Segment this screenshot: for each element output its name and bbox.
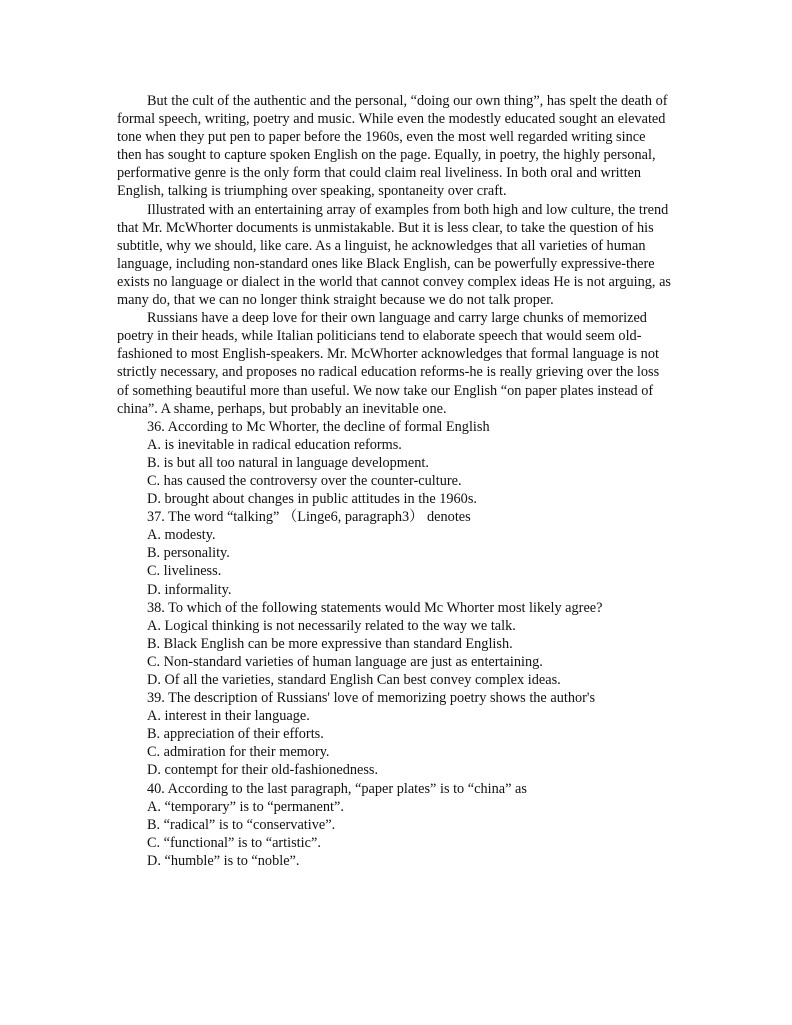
- answer-option-a: A. “temporary” is to “permanent”.: [147, 798, 344, 815]
- passage-paragraph-3: Russians have a deep love for their own language and carry large chunks of memorized poetry in their heads, while Italian politicians tend to elaborate speech that would seem old-fashioned to most English-speakers. Mr. McWhorter acknowledges that formal language is not strictly necessary, and proposes no radical education reforms-he is really grieving over the loss of something beautiful more than useful. We now take our English “on paper plates instead of china”. A shame, perhaps, but probably an inevitable one.: [117, 310, 660, 417]
- answer-option-c: C. Non-standard varieties of human language are just as entertaining.: [147, 653, 543, 670]
- answer-option-c: C. admiration for their memory.: [147, 744, 330, 761]
- answer-option-b: B. personality.: [147, 545, 230, 562]
- question-40: [117, 780, 673, 870]
- question-stem: 36. According to Mc Whorter, the decline of formal English: [147, 418, 490, 435]
- question-stem: 38. To which of the following statements would Mc Whorter most likely agree?: [147, 599, 603, 616]
- passage-paragraph-2: Illustrated with an entertaining array of examples from both high and low culture, the trend that Mr. McWhorter documents is unmistakable. But it is less clear, to take the question of his subtitle, why we should, like care. As a linguist, he acknowledges that all varieties of human language, including non-standard ones like Black English, can be powerfully expressive-there exists no language or dialect in the world that cannot convey complex ideas He is not arguing, as many do, that we can no longer think straight because we do not talk proper.: [117, 201, 671, 309]
- answer-option-c: C. has caused the controversy over the counter-culture.: [147, 472, 462, 489]
- question-36: [117, 418, 673, 508]
- question-37: [117, 508, 673, 598]
- question-stem: 37. The word “talking” （Linge6, paragraph3） denotes: [147, 509, 471, 526]
- answer-option-d: D. “humble” is to “noble”.: [147, 852, 300, 869]
- answer-option-a: A. Logical thinking is not necessarily related to the way we talk.: [147, 617, 516, 634]
- answer-option-a: A. interest in their language.: [147, 708, 310, 725]
- answer-option-a: A. is inevitable in radical education reforms.: [147, 436, 402, 453]
- question-stem: 40. According to the last paragraph, “paper plates” is to “china” as: [147, 780, 527, 797]
- question-39: [117, 689, 673, 779]
- answer-option-d: D. contempt for their old-fashionedness.: [147, 762, 379, 779]
- answer-option-d: D. Of all the varieties, standard English Can best convey complex ideas.: [147, 672, 561, 688]
- answer-option-b: B. “radical” is to “conservative”.: [147, 816, 336, 833]
- answer-option-d: D. informality.: [147, 581, 232, 598]
- document-page: [117, 92, 673, 870]
- answer-option-c: C. liveliness.: [147, 563, 222, 580]
- answer-option-b: B. is but all too natural in language development.: [147, 454, 429, 471]
- question-stem: 39. The description of Russians' love of memorizing poetry shows the author's: [147, 690, 596, 707]
- answer-option-a: A. modesty.: [147, 527, 216, 544]
- answer-option-b: B. appreciation of their efforts.: [147, 726, 324, 743]
- question-38: [117, 599, 673, 689]
- passage-paragraph-1: But the cult of the authentic and the personal, “doing our own thing”, has spelt the death of formal speech, writing, poetry and music. While even the modestly educated sought an elevated tone when they put pen to paper before the 1960s, even the most well regarded writing since then has sought to capture spoken English on the page. Equally, in poetry, the highly personal, performative genre is the only form that could claim real liveliness. In both oral and written English, talking is triumphing over speaking, spontaneity over craft.: [117, 93, 668, 200]
- answer-option-d: D. brought about changes in public attitudes in the 1960s.: [147, 491, 477, 508]
- answer-option-c: C. “functional” is to “artistic”.: [147, 834, 321, 851]
- answer-option-b: B. Black English can be more expressive than standard English.: [147, 635, 513, 652]
